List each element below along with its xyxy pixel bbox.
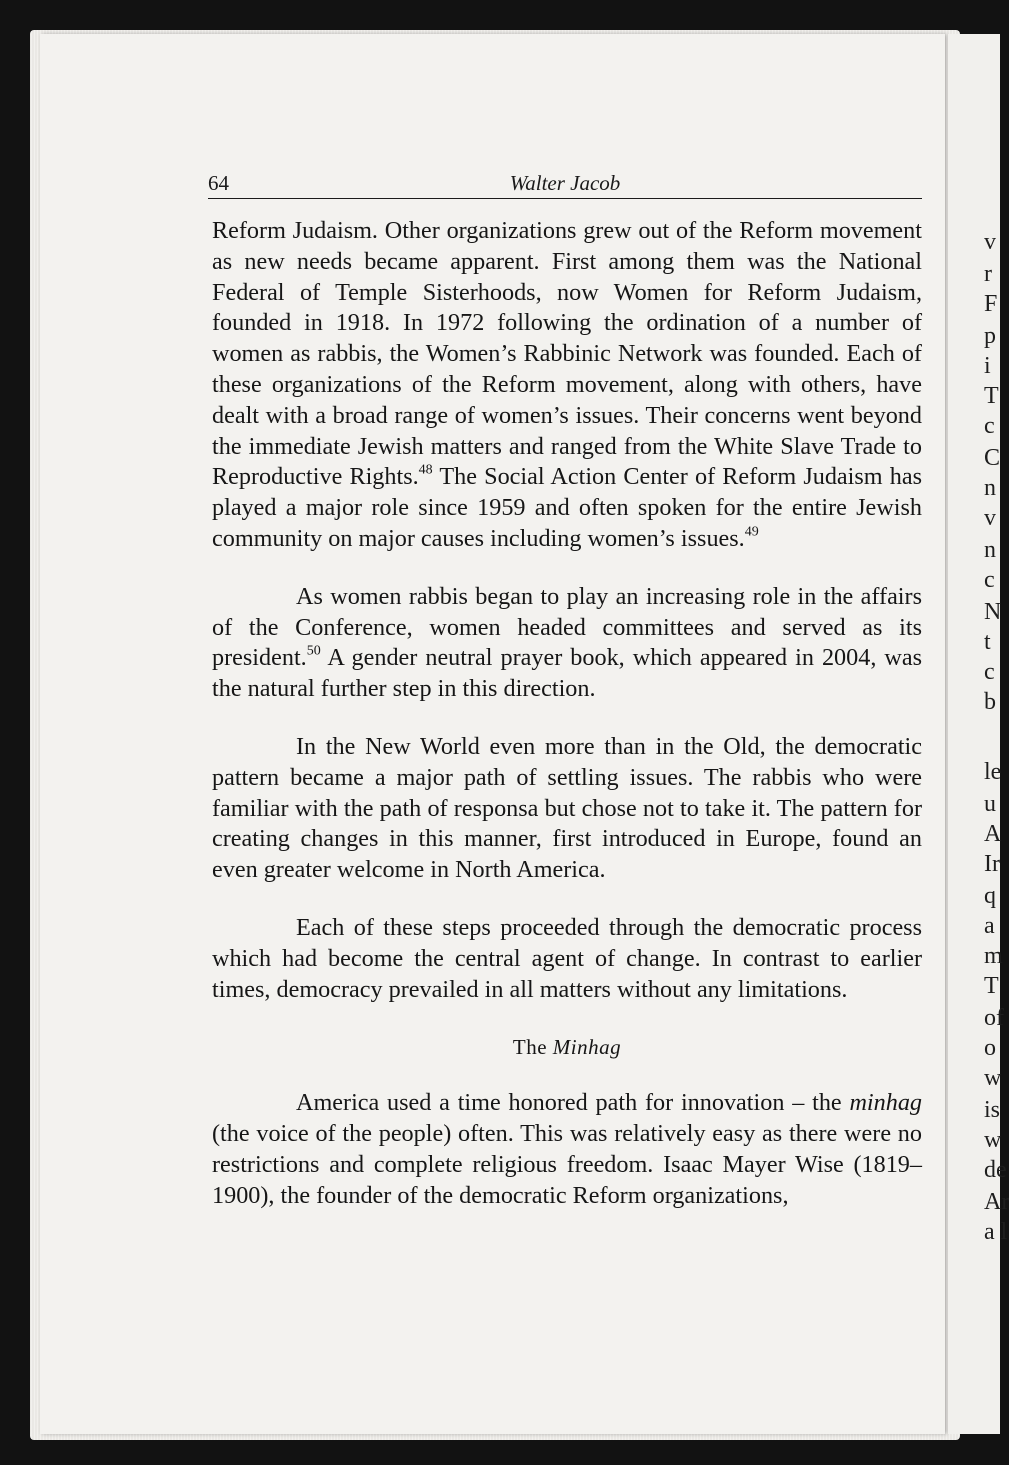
footnote-ref-49: 49 [744, 524, 759, 540]
footnote-ref-48: 48 [418, 462, 433, 478]
facing-page-fragment: A [984, 821, 1002, 847]
facing-page-fragment: de [984, 1157, 1007, 1183]
running-head: Walter Jacob [509, 171, 621, 195]
facing-page-fragment: Ar [984, 1189, 1009, 1215]
paragraph-1-text-b: The Social Action Center of Reform Judaism has played a major role since 1959 and often spoken for the entire Jewish community on major causes including women’s issues. [212, 463, 922, 552]
facing-page-fragment: v [984, 505, 996, 531]
page-header [208, 172, 922, 199]
facing-page-fragment: a [984, 913, 995, 939]
facing-page-fragment: F [984, 291, 998, 317]
paragraph-2 [212, 582, 922, 705]
facing-page-fragment: q [984, 883, 996, 909]
paragraph-3: In the New World even more than in the Old, the democratic pattern became a major path of settling issues. The rabbis who were familiar with the path of responsa but chose not to take it. The pattern for creating changes in this manner, first introduced in Europe, found an even greater welcome in North America. [212, 732, 922, 884]
facing-page-fragment: w [984, 1127, 1002, 1153]
facing-page-fragment: v [984, 229, 996, 255]
facing-page-fragment: o [984, 1035, 996, 1061]
facing-page-fragment: C [984, 445, 1001, 471]
facing-page-fragment: c [984, 413, 995, 439]
facing-page-fragment: a l [984, 1219, 1008, 1245]
facing-page-strip [948, 34, 1009, 1434]
section-heading-italic: Minhag [552, 1035, 622, 1060]
facing-page-fragment: N [984, 599, 1002, 625]
facing-page-fragment: T [984, 973, 999, 999]
facing-page-fragment: b [984, 689, 996, 715]
facing-page-fragment: m [984, 943, 1003, 969]
facing-page-fragment: T [984, 383, 999, 409]
facing-page-fragment: i [984, 353, 991, 379]
footnote-ref-50: 50 [306, 643, 321, 659]
facing-page-fragment: p [984, 323, 996, 349]
paragraph-5-text-b: (the voice of the people) often. This was relatively easy as there were no restrictions and complete religious freedom. Isaac Mayer Wise (1819–1900), the founder of the democratic Reform organizations, [212, 1120, 922, 1209]
paragraph-5 [212, 1088, 922, 1211]
paragraph-4: Each of these steps proceeded through the democratic process which had become the central agent of change. In contrast to earlier times, democracy prevailed in all matters without any limitations. [212, 913, 922, 1003]
paragraph-5-text-a: America used a time honored path for innovation – the [296, 1089, 850, 1117]
facing-page-fragment: n [984, 537, 996, 563]
facing-page-fragment: w [984, 1065, 1002, 1091]
page-number: 64 [208, 171, 229, 195]
facing-page-fragment: Ir [984, 851, 1000, 877]
paragraph-1-text-a: Reform Judaism. Other organizations grew out of the Reform movement as new needs became apparent. First among them was the National Federal of Temple Sisterhoods, now Women for Reform Judaism, founded in 1918. In 1972 following the ordination of a number of women as rabbis, the Women’s Rabbinic Network was founded. Each of these organizations of the Reform movement, along with others, have dealt with a broad range of women’s issues. Their concerns went beyond the immediate Jewish matters and ranged from the White Slave Trade to Reproductive Rights. [212, 217, 922, 491]
section-heading [212, 1035, 922, 1060]
facing-page-fragment: t [984, 629, 991, 655]
body-text [212, 216, 922, 1212]
facing-page-fragment: of [984, 1005, 1004, 1031]
facing-page-fragment: n [984, 475, 996, 501]
paragraph-2-text-a: As women rabbis began to play an increasing role in the affairs of the Conference, women headed committees and served as its president. [212, 582, 922, 672]
facing-page-fragment: le [984, 759, 1002, 785]
paragraph-2-text-b: A gender neutral prayer book, which appeared in 2004, was the natural further step in this direction. [212, 644, 922, 703]
facing-page-fragment: r [984, 261, 992, 287]
facing-page-fragment: c [984, 659, 995, 685]
paragraph-1 [212, 216, 922, 555]
facing-page-fragment: c [984, 567, 995, 593]
facing-page-fragment: u [984, 791, 996, 817]
section-heading-prefix: The [512, 1035, 553, 1060]
paragraph-5-italic-term: minhag [849, 1089, 922, 1117]
facing-page-fragment: is [984, 1097, 1001, 1123]
